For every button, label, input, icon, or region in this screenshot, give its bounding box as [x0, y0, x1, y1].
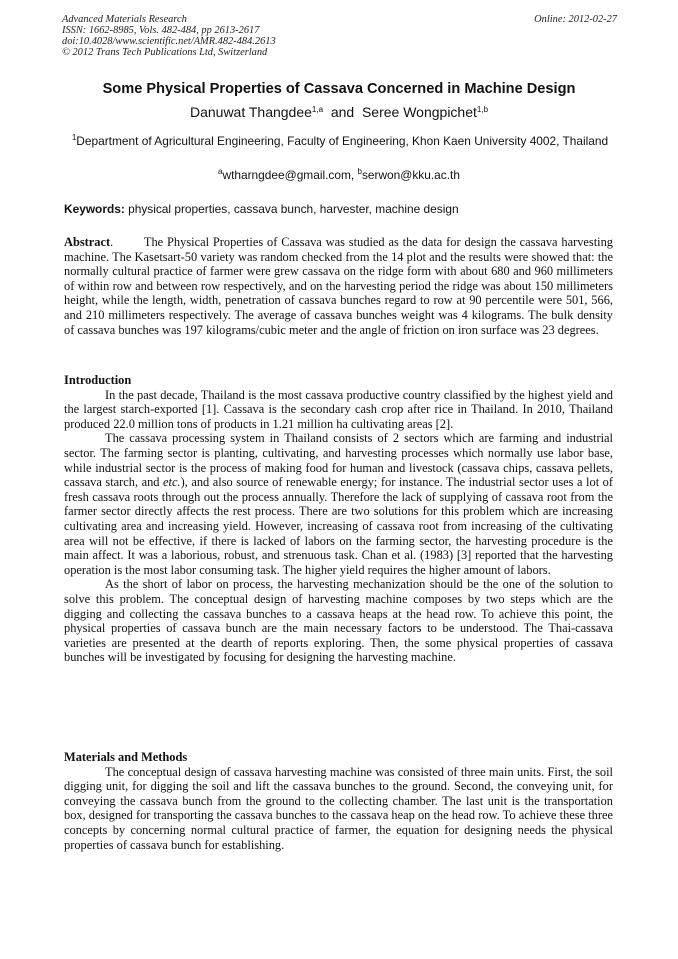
author-emails: [40, 167, 638, 182]
author-2-affil: 1,b: [476, 105, 489, 114]
methods-section: [64, 750, 613, 852]
journal-issn: ISSN: 1662-8985, Vols. 482-484, pp 2613-2617: [62, 25, 260, 36]
author-1: Danuwat Thangdee: [189, 104, 312, 120]
introduction-etc: etc.: [163, 475, 181, 490]
introduction-paragraph-2: [64, 431, 613, 577]
introduction-paragraph-3: As the short of labor on process, the harvesting mechanization should be the one of the solution to solve this problem. The conceptual design of harvesting machine composes by two steps which are the digging and collecting the cassava bunches to a cassava heaps at the head row. To achieve this point, the physical properties of cassava bunch are the main necessary factors to be understood. The Thai-cassava varieties are presented at the dearth of reports exploring. Then, the some physical properties of cassava bunches will be investigated by focusing for designing the harvesting machine.: [64, 577, 613, 665]
email-b-marker: b: [357, 167, 362, 176]
journal-copyright: © 2012 Trans Tech Publications Ltd, Switzerland: [62, 47, 268, 58]
journal-name: Advanced Materials Research: [62, 14, 187, 25]
introduction-paragraph-2-part-b: ), and also source of renewable energy; for instance. The industrial sector uses a lot of fresh cassava roots through out the process annually. Therefore the lack of supplying of cassava root from the farmer sector directly affects the rest process. There are two solutions for this problem which are increasing cultivating area and increasing yield. However, increasing of cassava root from increasing of the cultivating area will not be effective, if there is lacked of labors on the farming sector, the harvesting procedure is the main affect. It was a laborious, robust, and strenuous task. Chan et al. (1983) [3] reported that the harvesting operation is the most labor consuming task. The higher yield requires the higher amount of labors.: [64, 475, 613, 577]
abstract-paragraph: [64, 235, 617, 337]
introduction-paragraph-2-part-a: The cassava processing system in Thailand consists of 2 sectors which are farming and industrial sector. The farming sector is planting, cultivating, and harvesting processes which normally use labor base, while industrial sector is the process of making food for human and livestock (cassava chips, cassava pellets, cassava starch, and: [64, 431, 613, 490]
methods-heading: Materials and Methods: [64, 750, 188, 764]
email-a: wtharngdee@gmail.com,: [222, 168, 358, 182]
author-line: [40, 104, 638, 120]
affiliation-marker: 1: [71, 133, 77, 142]
abstract-label: Abstract: [64, 235, 111, 249]
keywords-label: Keywords:: [64, 202, 125, 216]
abstract-section: [64, 235, 617, 337]
introduction-section: [64, 373, 613, 665]
journal-header: [62, 14, 617, 58]
affiliation-text: Department of Agricultural Engineering, Faculty of Engineering, Khon Kaen University 4002, Thailand: [76, 134, 609, 148]
author-conjunction: and: [323, 104, 362, 120]
keywords-text: physical properties, cassava bunch, harvester, machine design: [124, 202, 459, 216]
paper-title: Some Physical Properties of Cassava Concerned in Machine Design: [102, 81, 576, 97]
author-2: Seree Wongpichet: [361, 104, 477, 120]
author-1-affil: 1,a: [311, 105, 324, 114]
methods-paragraph-1: The conceptual design of cassava harvesting machine was consisted of three main units. First, the soil digging unit, for digging the soil and lift the cassava bunches to the ground. Second, the conveying unit, for conveying the cassava bunch from the ground to the collecting chamber. The last unit is the transportation box, designed for transporting the cassava bunches to the cassava heap on the head row. To achieve these three concepts by concerning normal cultural practice of farmer, the equation for designing needs the physical properties of cassava bunch for establishing.: [64, 764, 613, 852]
online-date: Online: 2012-02-27: [534, 14, 617, 25]
introduction-heading: Introduction: [64, 373, 132, 387]
journal-doi: doi:10.4028/www.scientific.net/AMR.482-484.2613: [62, 36, 276, 47]
abstract-text: . The Physical Properties of Cassava was studied as the data for design the cassava harvesting machine. The Kasetsart-50 variety was random checked from the 14 plot and the results were showed that: the normally cultural practice of farmer were grew cassava on the ridge form with about 680 and 960 millimeters of within row and between row respectively, and on the harvesting period the ridge was about 150 millimeters height, while the length, width, penetration of cassava bunches regard to row at 90 percentile were 501, 566, and 210 millimeters respectively. The average of cassava bunches weight was 4 kilograms. The bulk density of cassava bunches was 197 kilograms/cubic meter and the angle of friction on iron surface was 23 degrees.: [64, 235, 617, 337]
keywords: [64, 202, 616, 216]
introduction-paragraph-1: In the past decade, Thailand is the most cassava productive country classified by the highest yield and the largest starch-exported [1]. Cassava is the secondary cash crop after rice in Thailand. In 2010, Thailand produced 22.0 million tons of products in 1.21 million ha cultivating areas [2].: [64, 387, 613, 431]
email-a-marker: a: [218, 167, 223, 176]
email-b: serwon@kku.ac.th: [361, 168, 460, 182]
affiliation: [70, 130, 610, 149]
